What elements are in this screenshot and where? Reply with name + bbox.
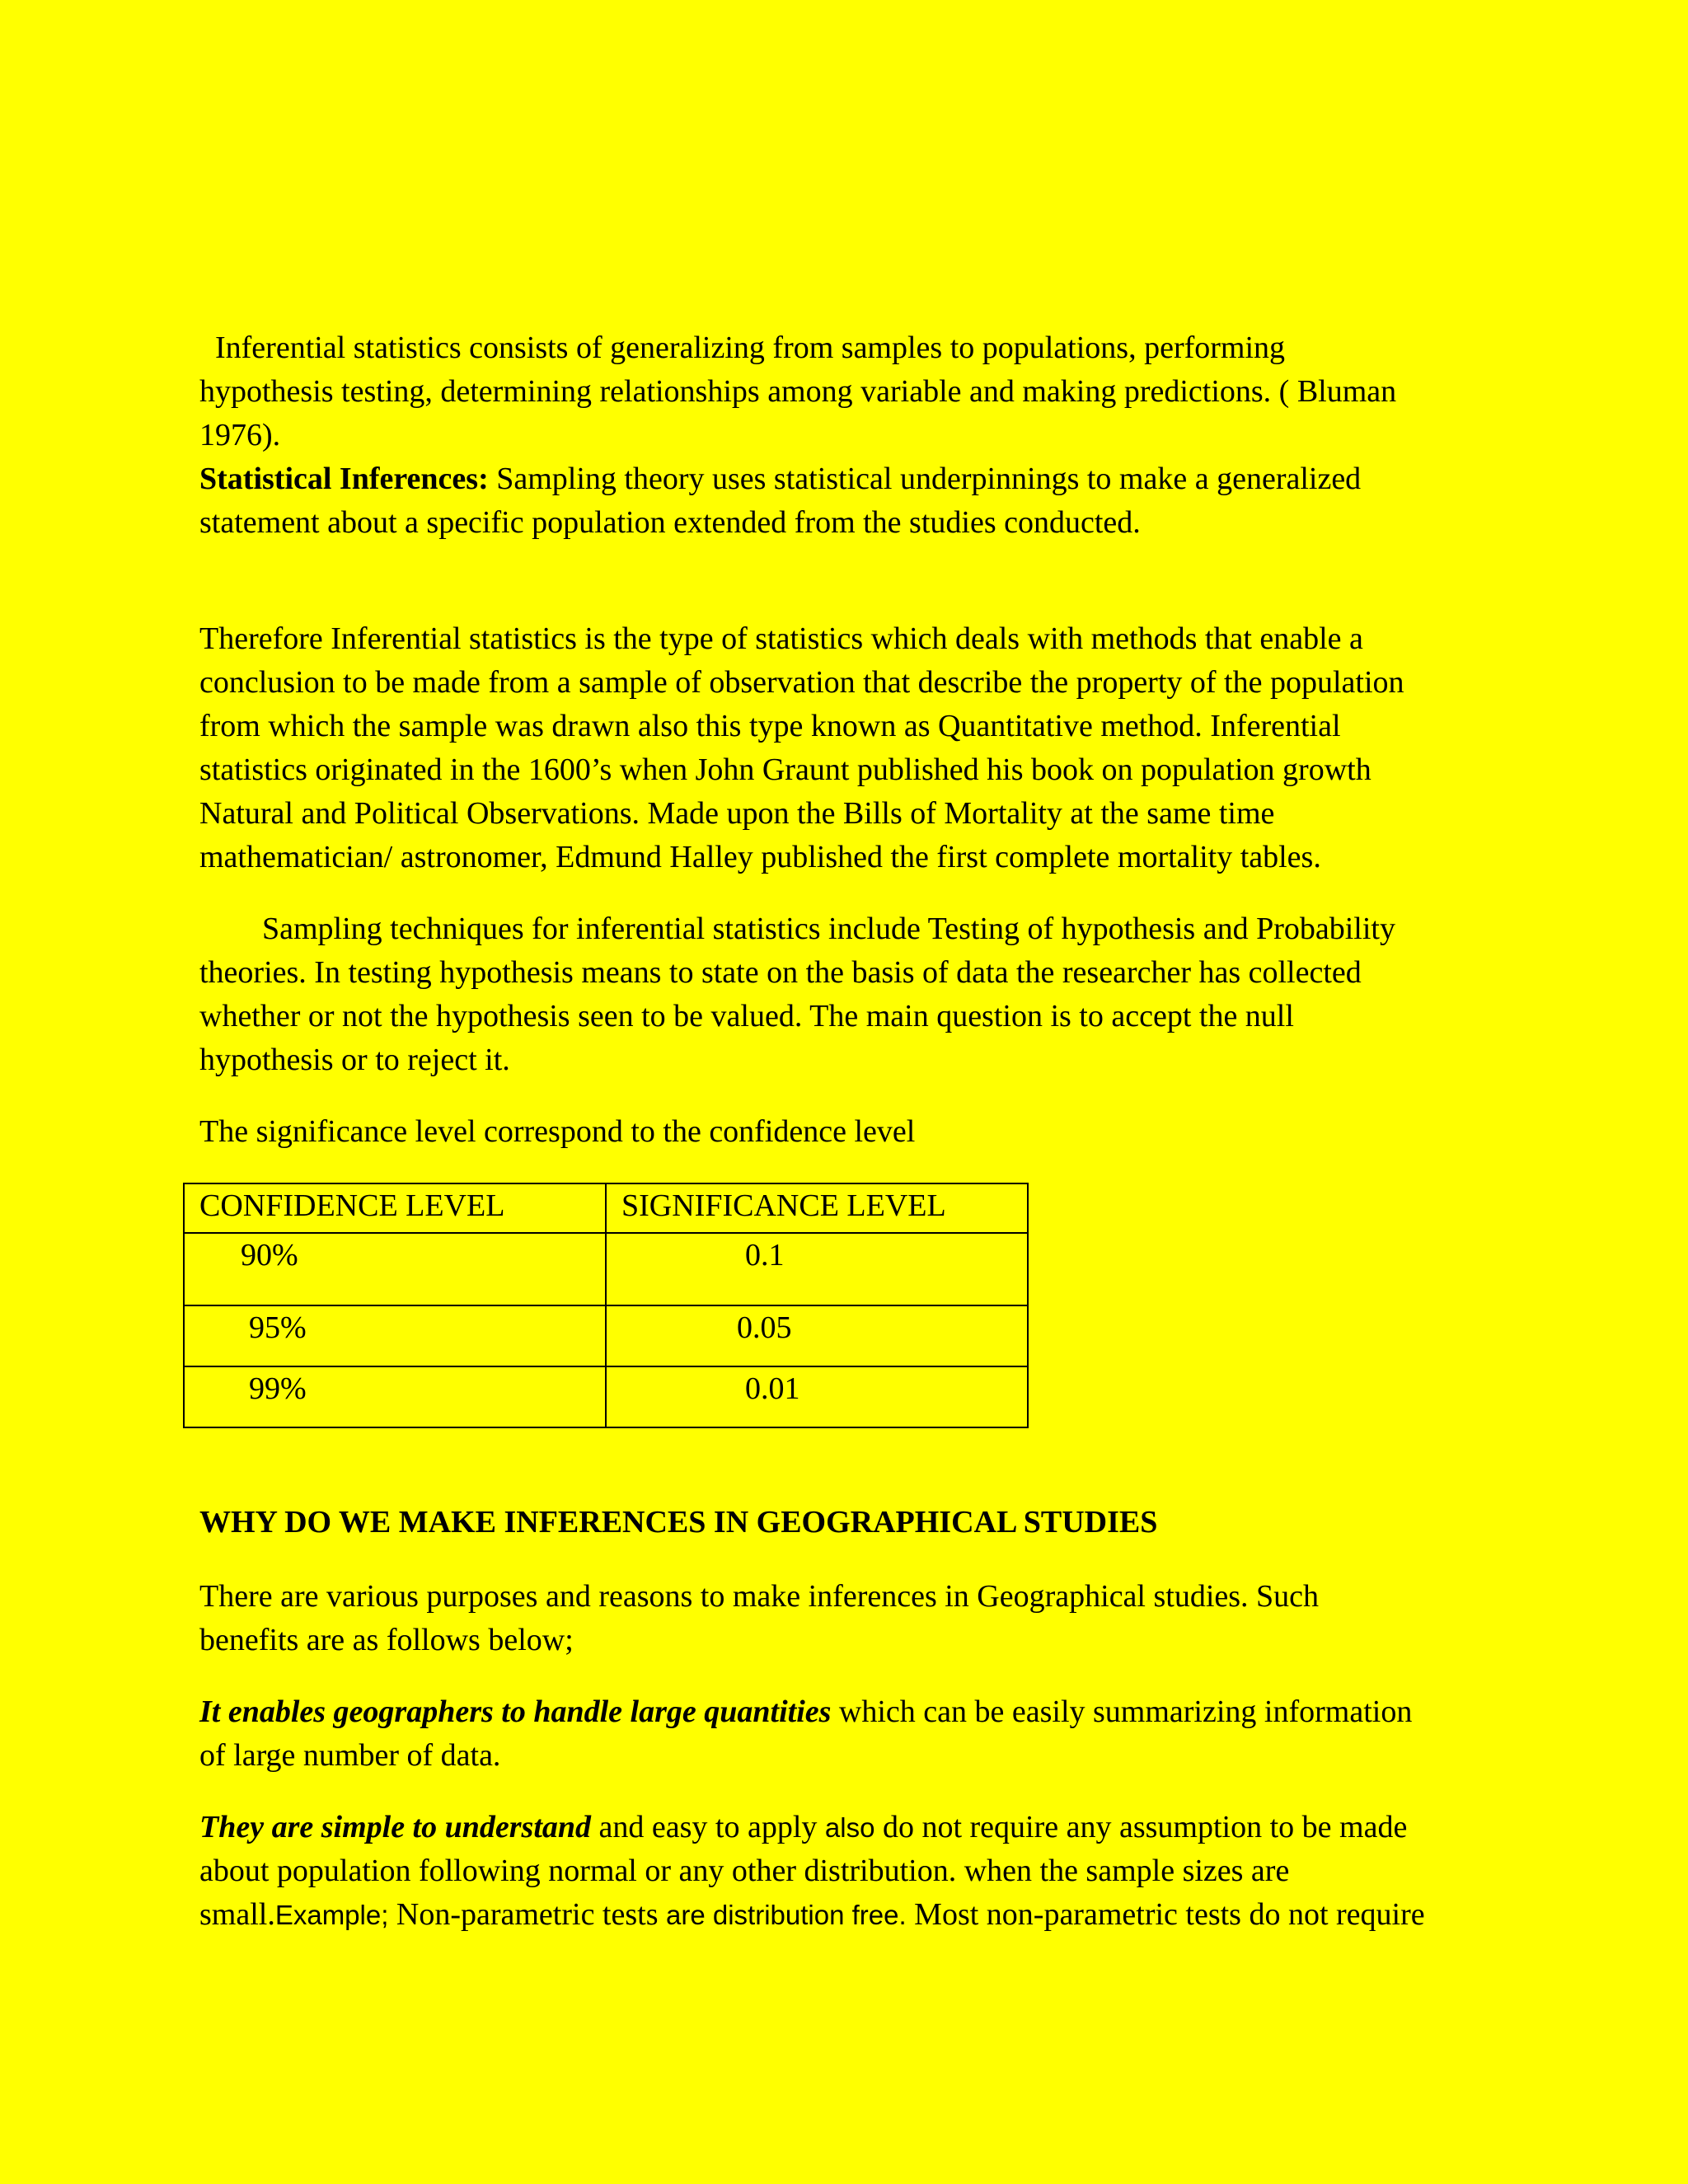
benefit-point-2 bbox=[199, 1806, 1518, 1937]
table-cell bbox=[606, 1233, 1028, 1305]
section-heading: WHY DO WE MAKE INFERENCES IN GEOGRAPHICAL STUDIES bbox=[199, 1505, 1158, 1540]
text-span: Non-parametric tests bbox=[388, 1897, 666, 1932]
text-span: small. bbox=[199, 1897, 275, 1932]
table-row bbox=[184, 1366, 1028, 1427]
table-cell bbox=[184, 1233, 606, 1305]
sampling-techniques-paragraph bbox=[199, 907, 1518, 1082]
confidence-value: 95% bbox=[249, 1310, 307, 1345]
confidence-value: 90% bbox=[241, 1238, 298, 1272]
text-line: The significance level correspond to the confidence level bbox=[199, 1114, 916, 1149]
text-line bbox=[199, 1690, 1518, 1734]
table-row bbox=[184, 1305, 1028, 1366]
text-line: There are various purposes and reasons to make inferences in Geographical studies. Such bbox=[199, 1579, 1320, 1614]
term-label: Statistical Inferences: bbox=[199, 462, 489, 496]
text-span: also bbox=[824, 1812, 875, 1843]
text-line: Natural and Political Observations. Made upon the Bills of Mortality at the same time bbox=[199, 796, 1275, 831]
table-cell bbox=[184, 1366, 606, 1427]
benefit-point-1 bbox=[199, 1690, 1518, 1778]
table-cell bbox=[606, 1305, 1028, 1366]
text-line: Therefore Inferential statistics is the type of statistics which deals with methods that enable a bbox=[199, 621, 1363, 656]
table-header-cell bbox=[184, 1183, 606, 1233]
text-span: which can be easily summarizing information bbox=[831, 1694, 1413, 1729]
intro-paragraph bbox=[199, 326, 1518, 457]
table-header-cell bbox=[606, 1183, 1028, 1233]
text-line: statement about a specific population extended from the studies conducted. bbox=[199, 505, 1141, 540]
text-line: about population following normal or any other distribution. when the sample sizes are bbox=[199, 1854, 1290, 1888]
text-line: whether or not the hypothesis seen to be valued. The main question is to accept the null bbox=[199, 999, 1294, 1033]
confidence-value: 99% bbox=[249, 1371, 307, 1406]
text-line: Inferential statistics consists of generalizing from samples to populations, performing bbox=[199, 330, 1286, 365]
text-line: Sampling techniques for inferential statistics include Testing of hypothesis and Probability bbox=[199, 912, 1395, 946]
text-span: and easy to apply bbox=[591, 1810, 825, 1844]
definition-paragraph bbox=[199, 617, 1518, 879]
table-row bbox=[184, 1233, 1028, 1305]
significance-value: 0.05 bbox=[737, 1310, 792, 1345]
text-line: mathematician/ astronomer, Edmund Halley published the first complete mortality tables. bbox=[199, 840, 1321, 874]
text-line: hypothesis testing, determining relationships among variable and making predictions. ( Bluman bbox=[199, 374, 1397, 409]
text-line: of large number of data. bbox=[199, 1738, 501, 1773]
text-line: hypothesis or to reject it. bbox=[199, 1043, 510, 1077]
text-span: Sampling theory uses statistical underpinnings to make a generalized bbox=[488, 462, 1362, 496]
header-confidence-level: CONFIDENCE LEVEL bbox=[199, 1188, 505, 1223]
statistical-inferences-paragraph bbox=[199, 457, 1518, 545]
text-line: benefits are as follows below; bbox=[199, 1623, 574, 1657]
text-line bbox=[199, 457, 1518, 501]
text-line: theories. In testing hypothesis means to state on the basis of data the researcher has collected bbox=[199, 955, 1362, 990]
text-line bbox=[199, 1806, 1518, 1849]
significance-value: 0.01 bbox=[745, 1371, 800, 1406]
header-significance-level: SIGNIFICANCE LEVEL bbox=[621, 1188, 946, 1223]
confidence-significance-table bbox=[183, 1183, 1029, 1428]
text-line: 1976). bbox=[199, 418, 281, 452]
table-cell bbox=[184, 1305, 606, 1366]
significance-intro bbox=[199, 1110, 1518, 1154]
benefit-title: They are simple to understand bbox=[199, 1810, 592, 1844]
text-line: statistics originated in the 1600’s when John Graunt published his book on population growth bbox=[199, 752, 1372, 787]
text-line bbox=[199, 1893, 1518, 1937]
text-span: Example; bbox=[274, 1900, 389, 1930]
benefit-title: It enables geographers to handle large quantities bbox=[199, 1694, 832, 1729]
text-span: are distribution free. bbox=[666, 1900, 907, 1930]
significance-value: 0.1 bbox=[745, 1238, 785, 1272]
section-intro-paragraph bbox=[199, 1575, 1518, 1662]
text-span: do not require any assumption to be made bbox=[874, 1810, 1408, 1844]
table-cell bbox=[606, 1366, 1028, 1427]
table-header-row bbox=[184, 1183, 1028, 1233]
text-line: from which the sample was drawn also this type known as Quantitative method. Inferential bbox=[199, 709, 1341, 743]
text-span: Most non-parametric tests do not require bbox=[906, 1897, 1425, 1932]
text-line: conclusion to be made from a sample of observation that describe the property of the population bbox=[199, 665, 1404, 700]
